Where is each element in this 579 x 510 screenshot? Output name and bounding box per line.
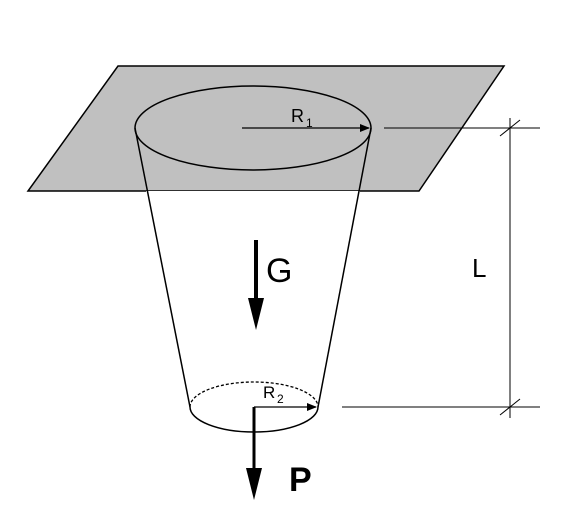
load-arrow-head xyxy=(246,468,262,500)
load-label: P xyxy=(289,461,312,499)
weight-label: G xyxy=(266,252,293,290)
r2-label: R xyxy=(263,383,276,402)
length-label: L xyxy=(472,253,487,283)
r1-subscript: 1 xyxy=(306,116,313,130)
r2-subscript: 2 xyxy=(277,392,284,406)
r1-label: R xyxy=(291,106,304,126)
